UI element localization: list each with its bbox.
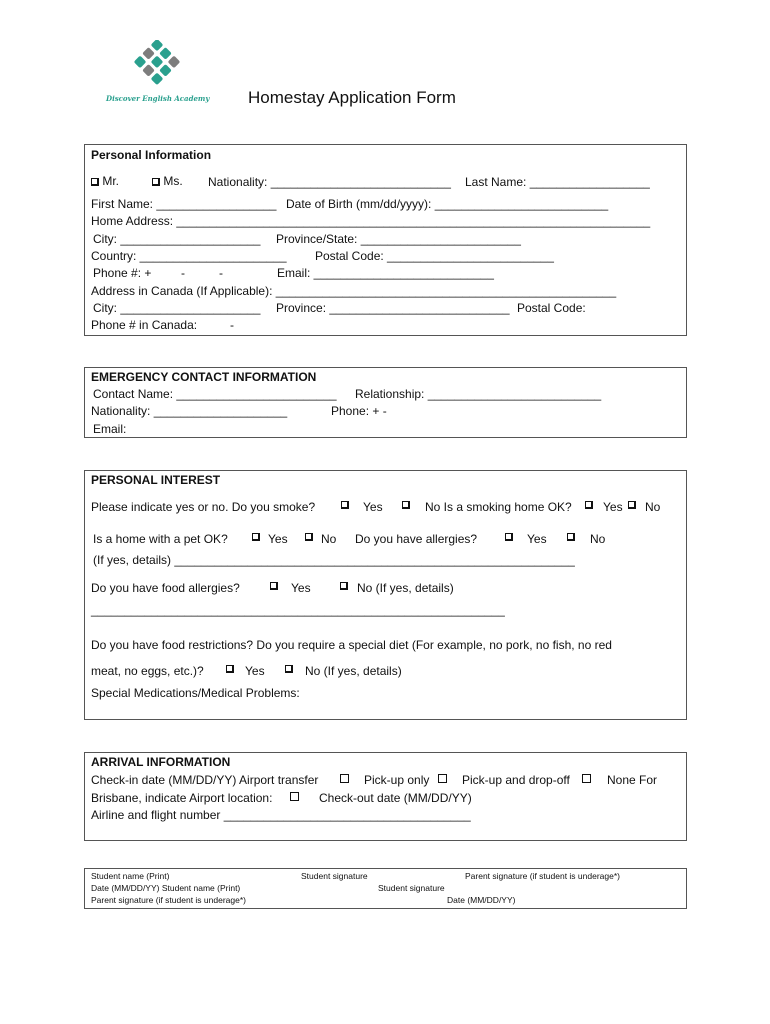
smoke-yes-checkbox[interactable]: [341, 501, 349, 509]
postal-code-canada-field[interactable]: Postal Code:: [517, 301, 586, 315]
arrival-heading: ARRIVAL INFORMATION: [91, 755, 231, 769]
food-allergy-question: Do you have food allergies?: [91, 581, 240, 595]
ms-option: [152, 174, 183, 188]
diet-no-checkbox[interactable]: [285, 665, 293, 673]
relationship-field[interactable]: Relationship: __________________________: [355, 387, 602, 401]
diet-no-label: No (If yes, details): [305, 664, 402, 678]
smoke-question: Please indicate yes or no. Do you smoke?: [91, 500, 316, 514]
pet-question: Is a home with a pet OK?: [93, 532, 228, 546]
allergies-question: Do you have allergies?: [355, 532, 478, 546]
home-address-field[interactable]: Home Address: _______________________________________________________________________: [91, 214, 651, 228]
none-for-checkbox[interactable]: [290, 792, 299, 801]
phone-separator: -: [181, 266, 185, 280]
allergy-no-label: No: [590, 532, 606, 546]
food-restrictions-question: Do you have food restrictions? Do you require a special diet (For example, no pork, no fish, no red: [91, 638, 612, 652]
diet-yes-label: Yes: [245, 664, 265, 678]
country-field[interactable]: Country: ______________________: [91, 249, 287, 263]
phone-canada-separator: -: [230, 318, 234, 332]
airport-transfer-checkbox[interactable]: [340, 774, 349, 783]
food-allergy-no-label: No (If yes, details): [357, 581, 454, 595]
pickup-label: Pick-up only: [364, 773, 430, 787]
nationality-field[interactable]: Nationality: ___________________________: [208, 175, 451, 189]
mr-label: Mr.: [102, 174, 120, 188]
smoke-no-checkbox[interactable]: [402, 501, 410, 509]
mr-checkbox[interactable]: [91, 178, 99, 186]
first-name-field[interactable]: First Name: __________________: [91, 197, 277, 211]
airport-location-field[interactable]: Brisbane, indicate Airport location:: [91, 791, 273, 805]
allergy-details-field[interactable]: (If yes, details) ____________________________________________________________: [93, 553, 575, 567]
food-allergy-no-checkbox[interactable]: [340, 582, 348, 590]
pickup-checkbox[interactable]: [438, 774, 447, 783]
last-name-field[interactable]: Last Name: __________________: [465, 175, 650, 189]
allergy-yes-checkbox[interactable]: [505, 533, 513, 541]
allergy-no-checkbox[interactable]: [567, 533, 575, 541]
smoking-home-no-checkbox[interactable]: [628, 501, 636, 509]
interest-heading: PERSONAL INTEREST: [91, 473, 221, 487]
phone-canada-field[interactable]: Phone # in Canada:: [91, 318, 198, 332]
student-name-print[interactable]: Student name (Print): [91, 871, 170, 881]
pet-no-label: No: [321, 532, 337, 546]
airline-field[interactable]: Airline and flight number _____________________________________: [91, 808, 471, 822]
student-signature-2[interactable]: Student signature: [378, 883, 445, 893]
page-title: Homestay Application Form: [248, 88, 456, 107]
smoking-home-yes-label: Yes: [603, 500, 623, 514]
signature-date[interactable]: Date (MM/DD/YY): [447, 895, 516, 905]
checkout-field[interactable]: Check-out date (MM/DD/YY): [319, 791, 472, 805]
pickup-dropoff-label: Pick-up and drop-off: [462, 773, 570, 787]
parent-signature-2[interactable]: Parent signature (if student is underage*): [91, 895, 246, 905]
smoke-yes-label: Yes: [363, 500, 383, 514]
medications-field[interactable]: Special Medications/Medical Problems:: [91, 686, 300, 700]
smoke-no-label: No Is a smoking home OK?: [425, 500, 572, 514]
pickup-dropoff-checkbox[interactable]: [582, 774, 591, 783]
logo: [104, 40, 214, 106]
food-allergy-yes-checkbox[interactable]: [270, 582, 278, 590]
food-allergy-yes-label: Yes: [291, 581, 311, 595]
date-student-name[interactable]: Date (MM/DD/YY) Student name (Print): [91, 883, 241, 893]
phone-separator: -: [219, 266, 223, 280]
personal-heading: Personal Information: [91, 148, 212, 162]
postal-code-field[interactable]: Postal Code: _________________________: [315, 249, 554, 263]
contact-name-field[interactable]: Contact Name: ________________________: [93, 387, 337, 401]
pet-yes-label: Yes: [268, 532, 288, 546]
emergency-heading: EMERGENCY CONTACT INFORMATION: [91, 370, 317, 384]
dob-field[interactable]: Date of Birth (mm/dd/yyyy): __________________________: [286, 197, 609, 211]
email-field[interactable]: Email: ___________________________: [277, 266, 494, 280]
pet-no-checkbox[interactable]: [305, 533, 313, 541]
province-field[interactable]: Province: ___________________________: [276, 301, 510, 315]
smoking-home-yes-checkbox[interactable]: [585, 501, 593, 509]
ms-checkbox[interactable]: [152, 178, 160, 186]
none-for-label: None For: [607, 773, 658, 787]
pet-yes-checkbox[interactable]: [252, 533, 260, 541]
parent-signature[interactable]: Parent signature (if student is underage*): [465, 871, 620, 881]
phone-field[interactable]: Phone #: +: [93, 266, 152, 280]
smoking-home-no-label: No: [645, 500, 661, 514]
checkin-field[interactable]: Check-in date (MM/DD/YY) Airport transfer: [91, 773, 319, 787]
province-state-field[interactable]: Province/State: ________________________: [276, 232, 521, 246]
ms-label: Ms.: [163, 174, 183, 188]
food-allergy-details-line[interactable]: ______________________________________________________________: [91, 603, 505, 617]
address-canada-field[interactable]: Address in Canada (If Applicable): ___________________________________________________: [91, 284, 617, 298]
student-signature[interactable]: Student signature: [301, 871, 368, 881]
logo-text: Discover English Academy: [106, 94, 210, 103]
city-canada-field[interactable]: City: _____________________: [93, 301, 261, 315]
logo-mark-icon: [104, 40, 214, 90]
title-options: [91, 174, 119, 188]
emergency-email-field[interactable]: Email:: [93, 422, 127, 436]
special-diet-question: meat, no eggs, etc.)?: [91, 664, 204, 678]
emergency-nationality-field[interactable]: Nationality: ____________________: [91, 404, 288, 418]
allergy-yes-label: Yes: [527, 532, 547, 546]
emergency-phone-field[interactable]: Phone: + -: [331, 404, 387, 418]
diet-yes-checkbox[interactable]: [226, 665, 234, 673]
city-field[interactable]: City: _____________________: [93, 232, 261, 246]
